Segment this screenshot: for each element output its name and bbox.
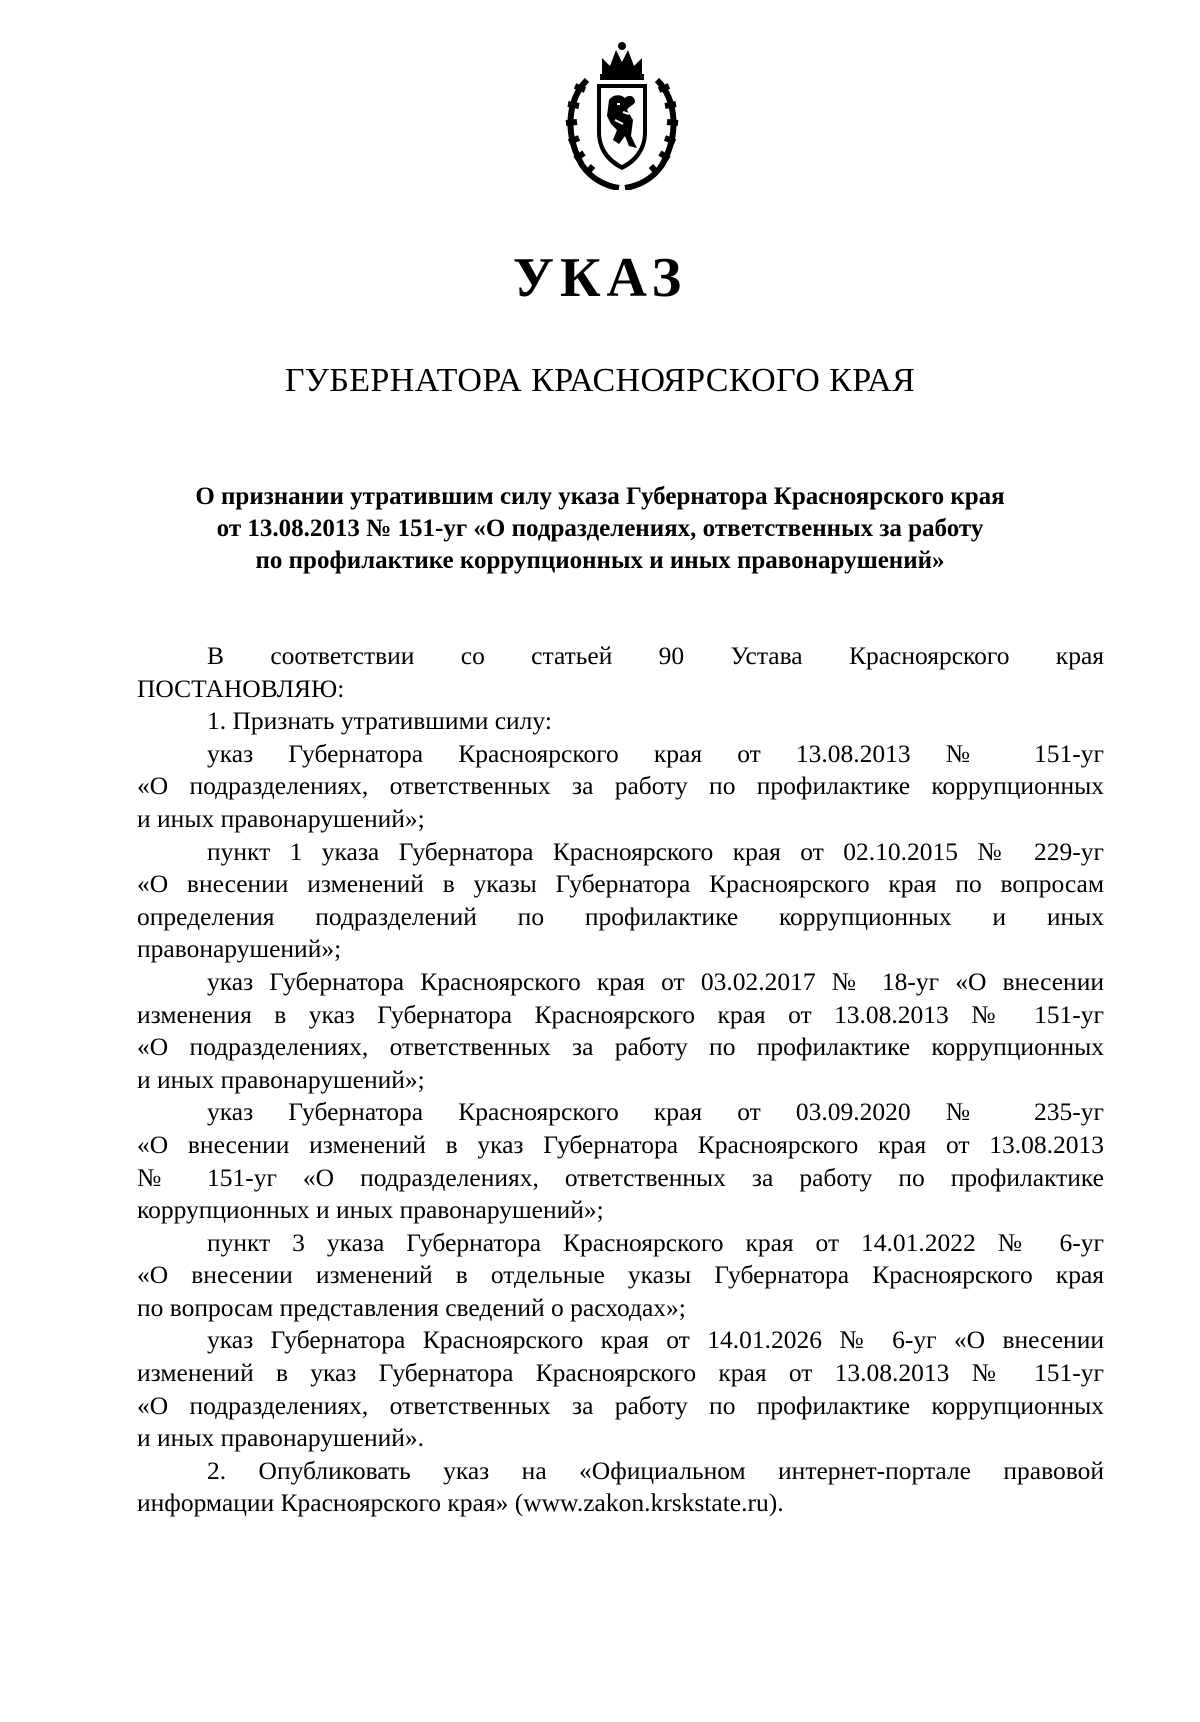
body-line: «О внесении изменений в отдельные указы Губернатора Красноярского края (137, 1260, 1104, 1290)
coat-of-arms-icon (557, 40, 687, 190)
body-line: изменения в указ Губернатора Красноярского края от 13.08.2013 № 151-уг (137, 999, 1104, 1029)
body-line: «О внесении изменений в указ Губернатора Красноярского края от 13.08.2013 (137, 1129, 1104, 1159)
document-issuer: ГУБЕРНАТОРА КРАСНОЯРСКОГО КРАЯ (284, 362, 916, 399)
body-line: «О подразделениях, ответственных за работу по профилактике коррупционных (137, 1032, 1104, 1062)
heading-line: от 13.08.2013 № 151-уг «О подразделениях, ответственных за работу (216, 515, 984, 542)
document-body (137, 640, 1104, 1520)
body-line: и иных правонарушений»; (137, 1064, 425, 1094)
document-title: УКАЗ (512, 247, 688, 309)
body-line: 1. Признать утратившими силу: (207, 706, 552, 736)
body-line: указ Губернатора Красноярского края от 13.08.2013 № 151-уг (207, 738, 1104, 768)
body-line: и иных правонарушений»; (137, 803, 425, 833)
body-line: В соответствии со статьей 90 Устава Красноярского края (207, 641, 1104, 670)
body-line: правонарушений»; (137, 934, 342, 964)
body-line: информации Красноярского края» (www.zakon.krskstate.ru). (137, 1488, 784, 1518)
body-line: определения подразделений по профилактике коррупционных и иных (137, 901, 1104, 931)
body-line: указ Губернатора Красноярского края от 14.01.2026 № 6-уг «О внесении (207, 1325, 1104, 1355)
body-line: коррупционных и иных правонарушений»; (137, 1195, 604, 1225)
body-line: ПОСТАНОВЛЯЮ: (137, 673, 345, 703)
body-line: 2. Опубликовать указ на «Официальном интернет-портале правовой (207, 1455, 1104, 1485)
heading-line: по профилактике коррупционных и иных правонарушений» (255, 547, 945, 574)
body-line: указ Губернатора Красноярского края от 03.09.2020 № 235-уг (207, 1097, 1104, 1127)
heading-line: О признании утратившим силу указа Губернатора Красноярского края (195, 483, 1005, 510)
body-line: «О подразделениях, ответственных за работу по профилактике коррупционных (137, 771, 1104, 801)
body-line: «О внесении изменений в указы Губернатора Красноярского края по вопросам (137, 869, 1104, 899)
body-line: изменений в указ Губернатора Красноярского края от 13.08.2013 № 151-уг (137, 1358, 1104, 1388)
document-heading (120, 481, 1080, 577)
body-line: пункт 3 указа Губернатора Красноярского края от 14.01.2022 № 6-уг (207, 1227, 1104, 1257)
body-line: и иных правонарушений». (137, 1423, 425, 1453)
body-line: пункт 1 указа Губернатора Красноярского края от 02.10.2015 № 229-уг (207, 836, 1104, 866)
body-line: по вопросам представления сведений о расходах»; (137, 1292, 686, 1322)
body-line: № 151-уг «О подразделениях, ответственных за работу по профилактике (137, 1162, 1104, 1192)
body-line: «О подразделениях, ответственных за работу по профилактике коррупционных (137, 1390, 1104, 1420)
body-line: указ Губернатора Красноярского края от 03.02.2017 № 18-уг «О внесении (207, 966, 1104, 996)
